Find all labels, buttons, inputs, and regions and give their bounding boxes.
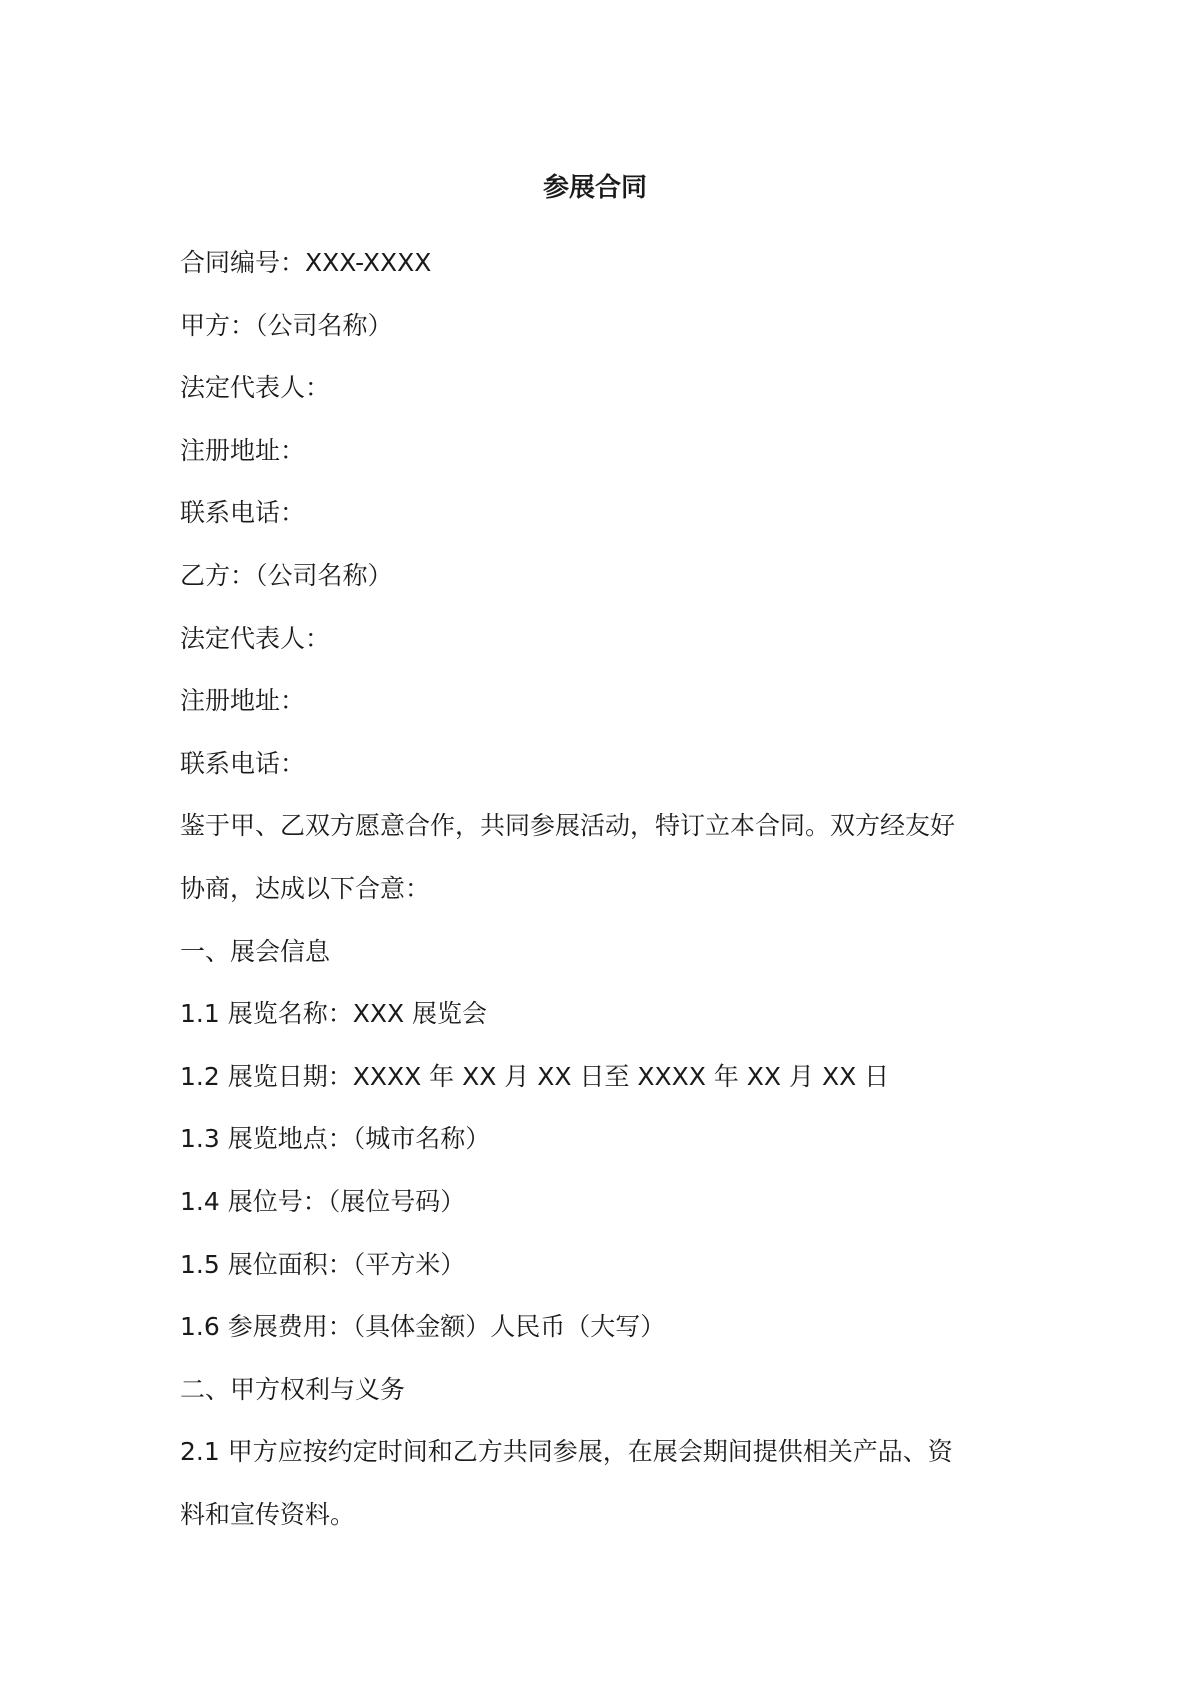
party-b-address-line: 注册地址： [180, 686, 306, 716]
party-b-name-line: 乙方：（公司名称） [180, 560, 393, 590]
section-1-heading: 一、展会信息 [180, 936, 331, 966]
contract-body [180, 232, 1020, 1546]
clause-1-5: 1.5 展位面积：（平方米） [180, 1249, 466, 1279]
clause-1-4: 1.4 展位号：（展位号码） [180, 1186, 466, 1216]
clause-2-1-line-1: 2.1 甲方应按约定时间和乙方共同参展，在展会期间提供相关产品、资 [180, 1437, 953, 1467]
preamble-line-1: 鉴于甲、乙双方愿意合作，共同参展活动，特订立本合同。双方经友好 [180, 811, 956, 841]
party-b-phone-line: 联系电话： [180, 748, 306, 778]
party-a-name-line: 甲方：（公司名称） [180, 310, 393, 340]
party-a-address-line: 注册地址： [180, 435, 306, 465]
contract-number-line: 合同编号：XXX-XXXX [180, 248, 432, 277]
clause-2-1-line-2: 料和宣传资料。 [180, 1499, 356, 1529]
party-b-representative-line: 法定代表人： [180, 623, 331, 653]
clause-1-6: 1.6 参展费用：（具体金额）人民币（大写） [180, 1312, 666, 1342]
preamble-line-2: 协商，达成以下合意： [180, 873, 431, 903]
party-a-representative-line: 法定代表人： [180, 373, 331, 403]
party-a-phone-line: 联系电话： [180, 498, 306, 528]
section-2-heading: 二、甲方权利与义务 [180, 1374, 406, 1404]
document-title: 参展合同 [542, 173, 647, 203]
clause-1-1: 1.1 展览名称：XXX 展览会 [180, 999, 488, 1029]
clause-1-2: 1.2 展览日期：XXXX 年 XX 月 XX 日至 XXXX 年 XX 月 XX 日 [180, 1061, 890, 1091]
clause-1-3: 1.3 展览地点：（城市名称） [180, 1124, 491, 1154]
